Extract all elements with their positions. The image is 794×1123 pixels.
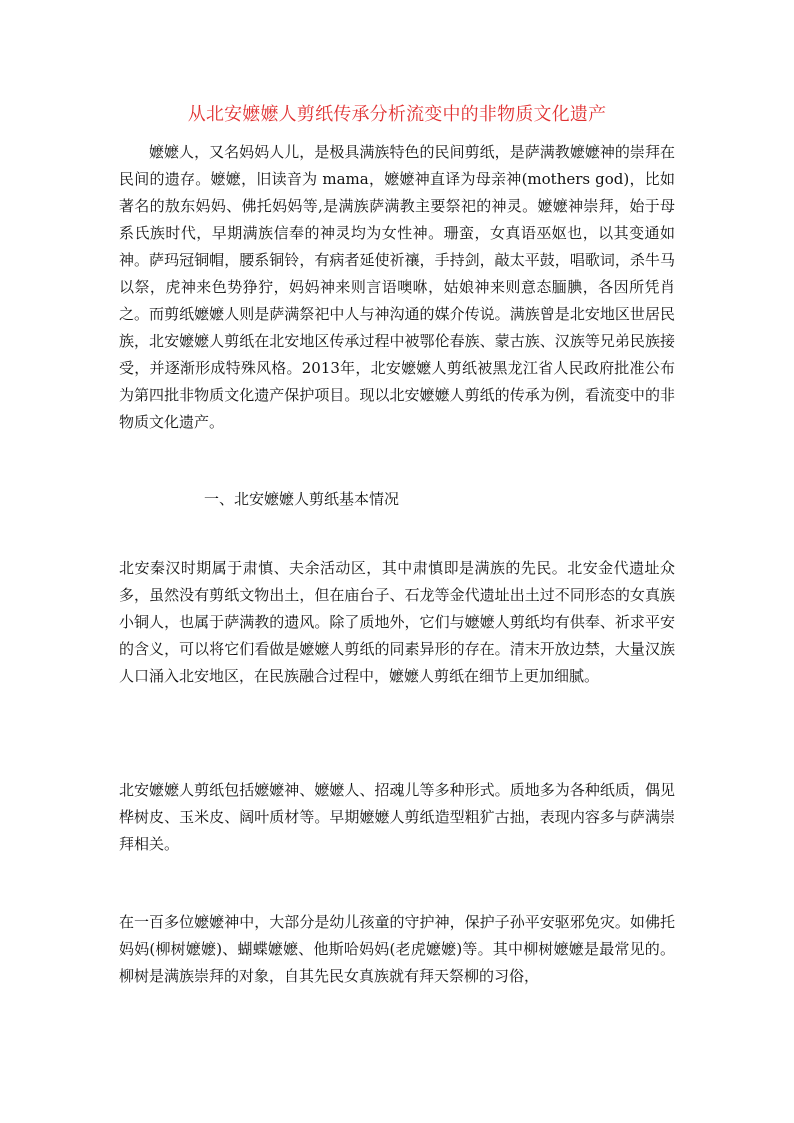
paragraph-forms: 北安嬷嬷人剪纸包括嬷嬷神、嬷嬷人、招魂儿等多种形式。质地多为各种纸质，偶见桦树皮、玉米皮、阔叶质材等。早期嬷嬷人剪纸造型粗犷古拙，表现内容多与萨满崇拜相关。 bbox=[119, 781, 675, 853]
section-heading: 一、北安嬷嬷人剪纸基本情况 bbox=[204, 490, 400, 508]
paragraph-intro: 嬷嬷人，又名妈妈人儿，是极具满族特色的民间剪纸，是萨满教嬷嬷神的崇拜在民间的遗存。嬷嬷，旧读音为 mama，嬷嬷神直译为母亲神(mothers god)，比如著名的敖东妈妈、佛托妈妈等,是满族萨满教主要祭祀的神灵。嬷嬷神崇拜，始于母系氏族时代，早期满族信奉的神灵均为女性神。珊蛮，女真语巫妪也，以其变通如神。萨玛冠铜帽，腰系铜铃，有病者延使祈禳，手持剑，敲太平鼓，唱歌词，杀牛马以祭，虎神来色势狰狞，妈妈神来则言语噢咻，姑娘神来则意态腼腆，各因所凭肖之。而剪纸嬷嬷人则是萨满祭祀中人与神沟通的媒介传说。满族曾是北安地区世居民族，北安嬷嬷人剪纸在北安地区传承过程中被鄂伦春族、蒙古族、汉族等兄弟民族接受，并逐渐形成特殊风格。2013年，北安嬷嬷人剪纸被黑龙江省人民政府批准公布为第四批非物质文化遗产保护项目。现以北安嬷嬷人剪纸的传承为例，看流变中的非物质文化遗产。 bbox=[119, 143, 675, 431]
document-title: 从北安嬷嬷人剪纸传承分析流变中的非物质文化遗产 bbox=[187, 104, 607, 125]
paragraph-guardian-gods: 在一百多位嬷嬷神中，大部分是幼儿孩童的守护神，保护子孙平安驱邪免灾。如佛托妈妈(柳树嬷嬷)、蝴蝶嬷嬷、他斯哈妈妈(老虎嬷嬷)等。其中柳树嬷嬷是最常见的。柳树是满族崇拜的对象，自其先民女真族就有拜天祭柳的习俗， bbox=[119, 913, 675, 985]
paragraph-history: 北安秦汉时期属于肃慎、夫余活动区，其中肃慎即是满族的先民。北安金代遗址众多，虽然没有剪纸文物出土，但在庙台子、石龙等金代遗址出土过不同形态的女真族小铜人，也属于萨满教的遗风。除了质地外，它们与嬷嬷人剪纸均有供奉、祈求平安的含义，可以将它们看做是嬷嬷人剪纸的同素异形的存在。清末开放边禁，大量汉族人口涌入北安地区，在民族融合过程中，嬷嬷人剪纸在细节上更加细腻。 bbox=[119, 559, 675, 685]
